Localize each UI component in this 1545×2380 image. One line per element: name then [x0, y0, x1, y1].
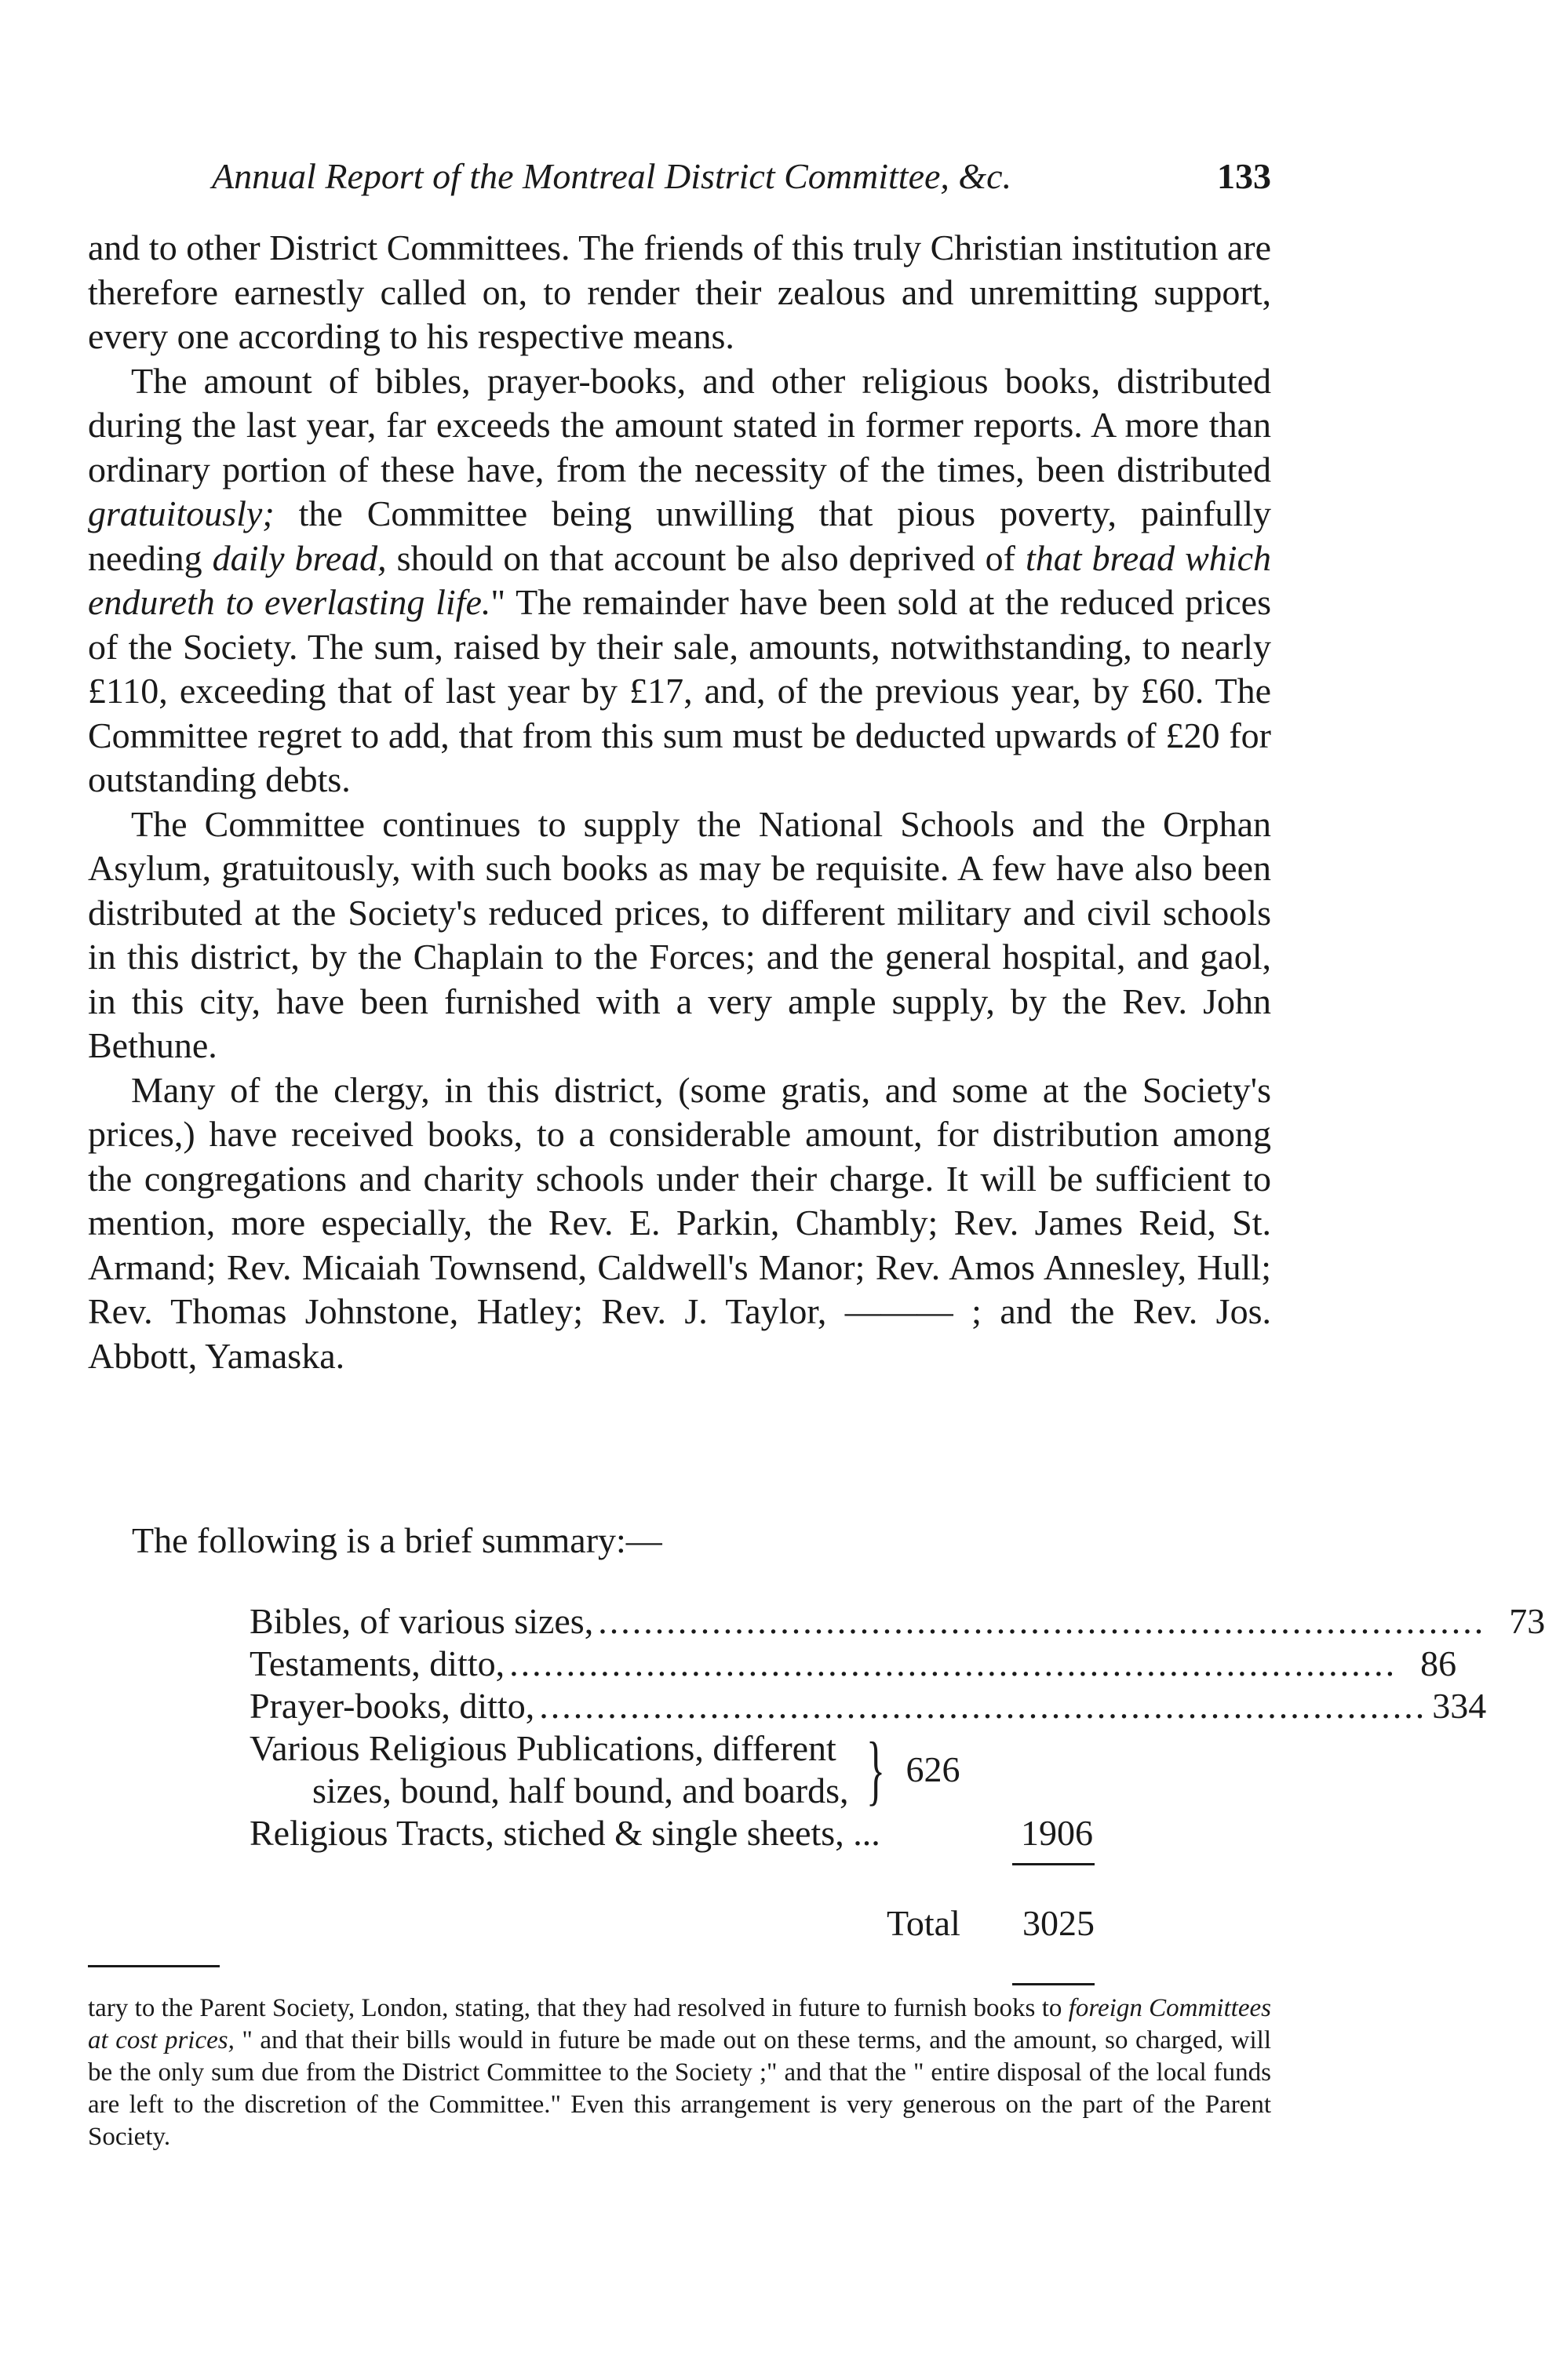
text-run: tary to the Parent Society, London, stating, that they had resolved in future to furnish books to [88, 1994, 1069, 2022]
summary-item-label: Prayer-books, ditto, [250, 1686, 535, 1726]
summary-item-value: 334 [1432, 1686, 1487, 1726]
italic-text: foreign Committees at cost prices, [88, 1994, 1271, 2054]
dot-leader: .............................................................................. [509, 1643, 1397, 1683]
paragraph [88, 226, 1271, 359]
summary-label-line-2: sizes, bound, half bound, and boards, [312, 1770, 849, 1810]
summary-row [250, 1600, 1545, 1643]
paragraph [88, 802, 1271, 1068]
running-header [212, 155, 1271, 202]
italic-text: gratuitously; [88, 493, 275, 533]
body-text [88, 226, 1271, 1378]
text-run: should on that account be also deprived of [386, 537, 1026, 578]
summary-table [250, 1600, 1545, 1854]
summary-total [887, 1902, 1095, 1944]
summary-item-label: Bibles, of various sizes, [250, 1601, 594, 1641]
text-run: " The remainder have been sold at the reduced prices of the Society. The sum, raised by their sale, amounts, notwithstanding, to nearly £110, exceeding that of last year by £17, and, of the previous year, by £60. The Committee regret to add, that from this sum must be deducted upwards of £20 for outstanding debts. [88, 582, 1271, 799]
summary-item-value: 1906 [1021, 1813, 1093, 1853]
right-brace: } [865, 1726, 885, 1813]
summary-item-value: 626 [906, 1749, 960, 1789]
summary-item-label: Religious Tracts, stiched & single sheets, ... [250, 1813, 880, 1853]
text-run: " and that their bills would in future be made out on these terms, and the amount, so charged, will be the only sum due from the District Committee to the Society ;" and that the " entire disposal of the local funds are left to the discretion of the Committee." Even this arrangement is very generous on the part of the Parent Society. [88, 2026, 1271, 2151]
summary-label-line-1: Various Religious Publications, different [250, 1728, 836, 1768]
paragraph [88, 1068, 1271, 1379]
summary-row [250, 1812, 1093, 1854]
footnote-rule [88, 1965, 220, 1967]
dot-leader: .............................................................................. [598, 1601, 1486, 1641]
italic-text: that bread which endureth to everlasting life. [88, 537, 1271, 622]
dot-leader: .............................................................................. [539, 1686, 1427, 1726]
summary-row [250, 1643, 1457, 1685]
summary-item-value: 86 [1420, 1643, 1457, 1683]
summary-row-multiline [250, 1727, 1093, 1812]
total-underline [1012, 1983, 1095, 1985]
text-run: Many of the clergy, in this district, (some gratis, and some at the Society's prices,) have received books, to a considerable amount, for distribution among the congregations and charity schools under their charge. It will be sufficient to mention, more especially, the Rev. E. Parkin, Chambly; Rev. James Reid, St. Armand; Rev. Micaiah Townsend, Caldwell's Manor; Rev. Amos Annesley, Hull; Rev. Thomas Johnstone, Hatley; Rev. J. Taylor, ——— ; and the Rev. Jos. Abbott, Yamaska. [88, 1069, 1271, 1376]
summary-item-label [250, 1727, 849, 1812]
text-run: The Committee continues to supply the National Schools and the Orphan Asylum, gratuitously, with such books as may be requisite. A few have also been distributed at the Society's reduced prices, to different military and civil schools in this district, by the Chaplain to the Forces; and the general hospital, and gaol, in this city, have been furnished with a very ample supply, by the Rev. John Bethune. [88, 803, 1271, 1065]
footnote [88, 1992, 1271, 2153]
running-title: Annual Report of the Montreal District Committee, &c. [212, 156, 1012, 196]
total-label: Total [887, 1903, 960, 1943]
text-run: and to other District Committees. The friends of this truly Christian institution are therefore earnestly called on, to render their zealous and unremitting support, every one according to his respective means. [88, 227, 1271, 356]
text-run: the Committee being unwilling that pious poverty, painfully needing [88, 493, 1271, 578]
summary-row [250, 1685, 1487, 1727]
total-rule [1012, 1863, 1095, 1865]
text-run: The amount of bibles, prayer-books, and other religious books, distributed during the last year, far exceeds the amount stated in former reports. A more than ordinary portion of these have, from the necessity of the times, been distributed [88, 360, 1271, 489]
summary-item-value: 73 [1509, 1601, 1545, 1641]
total-value: 3025 [1022, 1903, 1095, 1943]
italic-text: daily bread, [212, 537, 387, 578]
summary-item-label: Testaments, ditto, [250, 1643, 505, 1683]
page-number: 133 [1217, 156, 1271, 196]
summary-intro: The following is a brief summary:— [132, 1520, 662, 1560]
paragraph [88, 359, 1271, 802]
